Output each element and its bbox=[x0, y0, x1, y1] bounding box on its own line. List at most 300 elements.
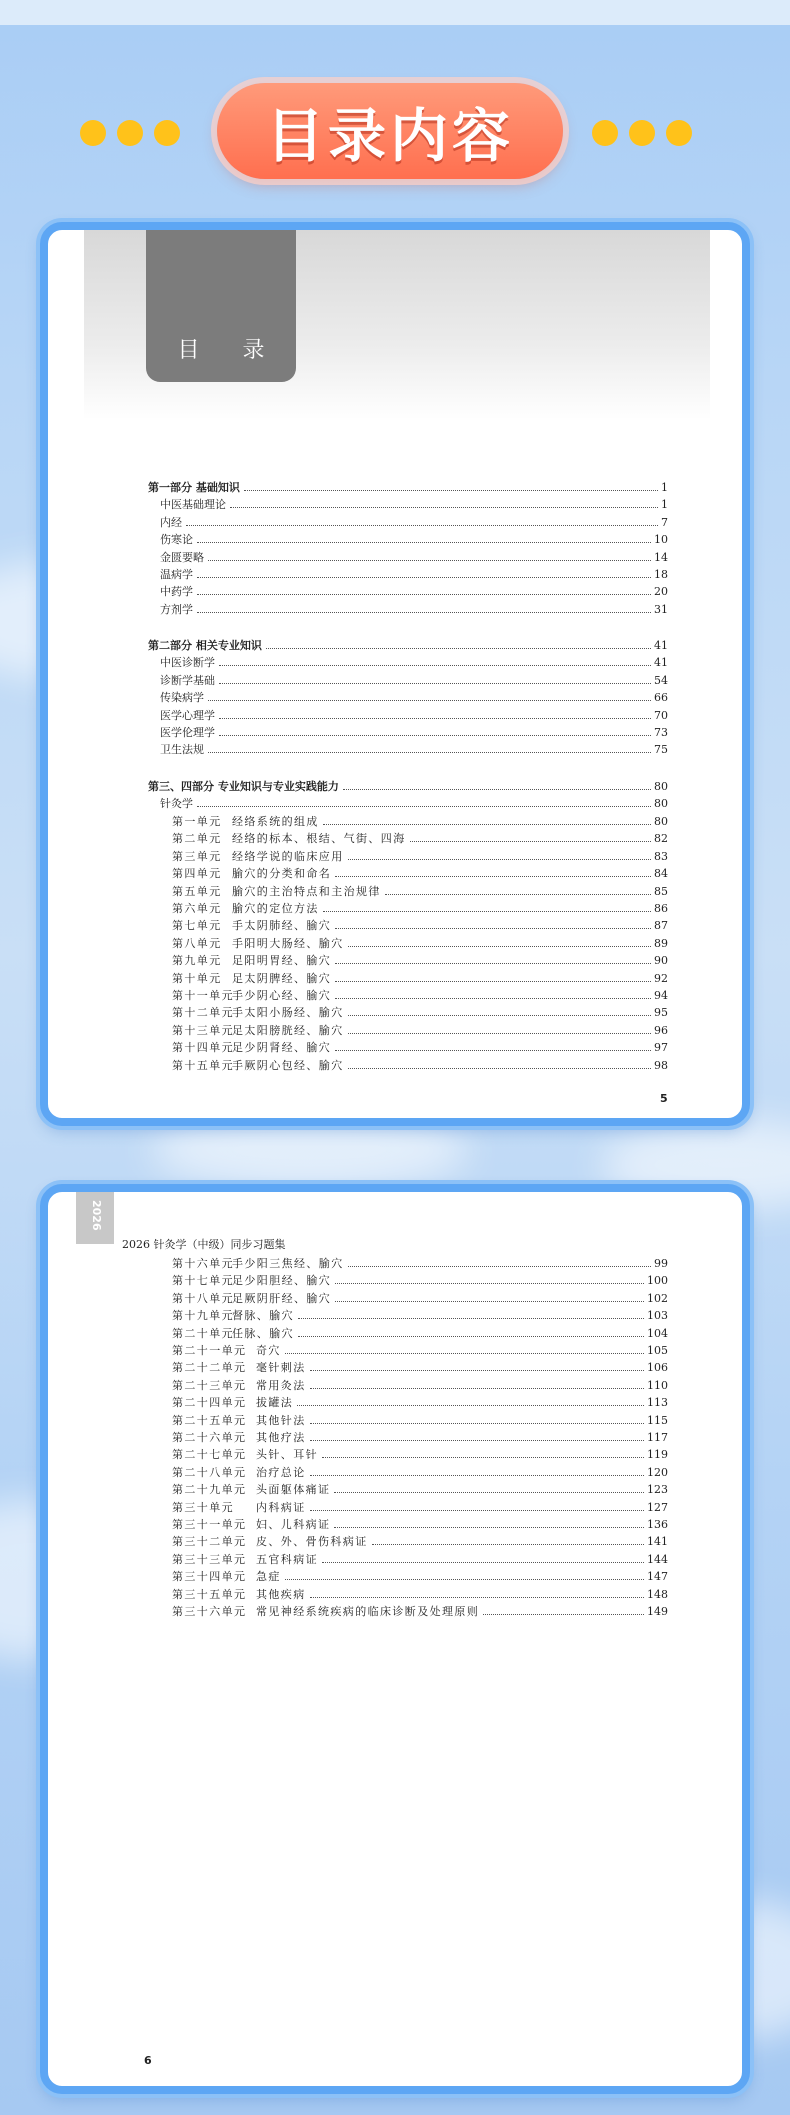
toc-entry-label bbox=[172, 901, 319, 916]
toc-unit bbox=[172, 1341, 668, 1358]
dot-leader bbox=[335, 928, 651, 929]
unit-number: 第三十六单元 bbox=[172, 1605, 247, 1618]
toc-entry-label bbox=[172, 1343, 281, 1358]
toc-unit bbox=[172, 1038, 668, 1055]
dot-leader bbox=[310, 1370, 644, 1371]
toc-entry-page: 7 bbox=[661, 515, 668, 529]
unit-title: 治疗总论 bbox=[256, 1465, 306, 1479]
toc-entry-label bbox=[172, 918, 331, 933]
dot-leader bbox=[335, 1050, 651, 1051]
unit-number: 第七单元 bbox=[172, 919, 222, 933]
unit-number: 第三十一单元 bbox=[172, 1518, 247, 1531]
toc-entry-label bbox=[172, 1604, 479, 1619]
unit-number: 第二十单元 bbox=[172, 1326, 234, 1340]
dot-leader bbox=[310, 1440, 644, 1441]
toc-entry-label bbox=[172, 1430, 306, 1445]
toc-entry-page: 95 bbox=[654, 1006, 668, 1020]
unit-number: 第十一单元 bbox=[172, 988, 234, 1002]
toc-entry-label bbox=[172, 936, 344, 951]
toc-entry-page: 127 bbox=[647, 1500, 668, 1514]
toc-entry-label bbox=[172, 1395, 293, 1410]
dot-leader bbox=[219, 718, 651, 719]
toc-entry-page: 144 bbox=[647, 1552, 668, 1566]
dot-leader bbox=[323, 824, 651, 825]
unit-title: 拔罐法 bbox=[256, 1396, 294, 1410]
toc-unit bbox=[172, 1056, 668, 1073]
toc-subject bbox=[160, 513, 668, 530]
dot-leader bbox=[208, 560, 651, 561]
toc-unit bbox=[172, 1324, 668, 1341]
toc-entry-page: 148 bbox=[647, 1587, 668, 1601]
dot-leader bbox=[297, 1405, 644, 1406]
toc-entry-label bbox=[172, 1360, 306, 1375]
toc-entry-page: 85 bbox=[654, 884, 668, 898]
toc-entry-page: 82 bbox=[654, 832, 668, 846]
dot-leader bbox=[410, 841, 651, 842]
unit-title: 手厥阴心包经、腧穴 bbox=[232, 1058, 344, 1072]
unit-number: 第一单元 bbox=[172, 814, 222, 828]
toc-entry-label bbox=[172, 1587, 306, 1602]
dot-leader bbox=[219, 735, 651, 736]
unit-number: 第十单元 bbox=[172, 971, 222, 985]
unit-number: 第三十四单元 bbox=[172, 1570, 247, 1584]
toc-entry-label: 中医诊断学 bbox=[160, 656, 215, 670]
toc-subject bbox=[160, 671, 668, 688]
toc-entry-label bbox=[172, 866, 331, 881]
unit-number: 第十六单元 bbox=[172, 1257, 234, 1270]
unit-number: 第十四单元 bbox=[172, 1041, 234, 1055]
toc-unit bbox=[172, 1445, 668, 1462]
dot-leader bbox=[334, 1527, 644, 1528]
dot-leader bbox=[197, 612, 651, 613]
toc-entry-page: 84 bbox=[654, 867, 668, 881]
unit-title: 足少阳胆经、腧穴 bbox=[232, 1274, 332, 1288]
unit-number: 第二十九单元 bbox=[172, 1483, 247, 1497]
unit-title: 督脉、腧穴 bbox=[232, 1309, 294, 1323]
dot-leader bbox=[335, 1301, 644, 1302]
dot-leader bbox=[197, 542, 651, 543]
decor-dot bbox=[629, 120, 655, 146]
unit-number: 第八单元 bbox=[172, 936, 222, 950]
toc-unit bbox=[172, 1393, 668, 1410]
toc-entry-label bbox=[172, 1023, 344, 1038]
dot-leader bbox=[372, 1544, 644, 1545]
banner-title-pill bbox=[217, 83, 563, 179]
toc-entry-page: 97 bbox=[654, 1041, 668, 1055]
unit-title: 经络学说的临床应用 bbox=[232, 849, 344, 863]
year-side-tab bbox=[76, 1192, 114, 1244]
toc-heading-tab bbox=[146, 230, 296, 382]
toc-entry-label bbox=[172, 1569, 281, 1584]
toc-subject bbox=[160, 688, 668, 705]
dot-leader bbox=[310, 1388, 644, 1389]
toc-unit bbox=[172, 1515, 668, 1532]
toc-unit bbox=[172, 1550, 668, 1567]
unit-number: 第十二单元 bbox=[172, 1006, 234, 1020]
unit-title: 足太阳膀胱经、腧穴 bbox=[232, 1023, 344, 1037]
toc-entry-label: 卫生法规 bbox=[160, 743, 204, 757]
toc-entry-label: 内经 bbox=[160, 515, 182, 529]
dot-leader bbox=[285, 1353, 644, 1354]
unit-title: 毫针刺法 bbox=[256, 1361, 306, 1375]
unit-number: 第二十三单元 bbox=[172, 1378, 247, 1392]
toc-entry-page: 117 bbox=[647, 1431, 668, 1444]
toc-unit bbox=[172, 1254, 668, 1271]
toc-unit bbox=[172, 1289, 668, 1306]
unit-title: 足阳明胃经、腧穴 bbox=[232, 954, 332, 968]
toc-unit bbox=[172, 1567, 668, 1584]
unit-number: 第十九单元 bbox=[172, 1309, 234, 1323]
dot-leader bbox=[310, 1475, 644, 1476]
toc-entry-label bbox=[172, 1273, 331, 1288]
unit-title: 急症 bbox=[256, 1570, 281, 1584]
toc-entry-page: 70 bbox=[654, 708, 668, 722]
toc-unit bbox=[172, 1532, 668, 1549]
page-header-band bbox=[84, 230, 710, 420]
toc-subject bbox=[160, 794, 668, 811]
dot-leader bbox=[322, 1562, 644, 1563]
unit-title: 头面躯体痛证 bbox=[256, 1483, 331, 1497]
unit-number: 第六单元 bbox=[172, 901, 222, 915]
unit-number: 第二十八单元 bbox=[172, 1465, 247, 1479]
unit-title: 经络的标本、根结、气街、四海 bbox=[232, 832, 406, 846]
toc-entry-label bbox=[172, 1256, 344, 1271]
toc-entry-label bbox=[172, 814, 319, 829]
toc-entry-page: 86 bbox=[654, 901, 668, 915]
toc-entry-page: 141 bbox=[647, 1535, 668, 1549]
toc-unit bbox=[172, 1306, 668, 1323]
toc-unit bbox=[172, 1602, 668, 1619]
toc-entry-label bbox=[172, 988, 331, 1003]
toc-subject bbox=[160, 740, 668, 757]
dot-leader bbox=[348, 1015, 651, 1016]
toc-subject bbox=[160, 706, 668, 723]
toc-entry-page: 149 bbox=[647, 1605, 668, 1618]
dot-leader bbox=[348, 1068, 651, 1069]
unit-title: 头针、耳针 bbox=[256, 1448, 318, 1462]
toc-entry-page: 106 bbox=[647, 1361, 668, 1375]
unit-number: 第二十四单元 bbox=[172, 1396, 247, 1410]
toc-entry-page: 1 bbox=[661, 481, 668, 494]
unit-number: 第十八单元 bbox=[172, 1291, 234, 1305]
toc-entry-label bbox=[172, 1005, 344, 1020]
dot-leader bbox=[335, 963, 651, 964]
toc-unit bbox=[172, 951, 668, 968]
unit-number: 第三十三单元 bbox=[172, 1552, 247, 1566]
dot-leader bbox=[197, 577, 651, 578]
toc-entry-page: 89 bbox=[654, 936, 668, 950]
dot-leader bbox=[197, 594, 651, 595]
unit-title: 足太阴脾经、腧穴 bbox=[232, 971, 332, 985]
dot-leader bbox=[219, 665, 651, 666]
toc-unit bbox=[172, 916, 668, 933]
unit-title: 手少阴心经、腧穴 bbox=[232, 988, 332, 1002]
toc-subject bbox=[160, 495, 668, 512]
toc-entry-page: 14 bbox=[654, 550, 668, 564]
toc-entry-page: 41 bbox=[654, 656, 668, 670]
toc-unit bbox=[172, 1376, 668, 1393]
toc-unit bbox=[172, 986, 668, 1003]
unit-title: 其他疗法 bbox=[256, 1431, 306, 1444]
toc-entry-page: 41 bbox=[654, 639, 668, 652]
unit-number: 第二十五单元 bbox=[172, 1413, 247, 1427]
toc-unit bbox=[172, 812, 668, 829]
dot-leader bbox=[310, 1510, 644, 1511]
unit-title: 腧穴的主治特点和主治规律 bbox=[232, 884, 381, 898]
unit-title: 经络系统的组成 bbox=[232, 814, 319, 828]
toc-unit bbox=[172, 1021, 668, 1038]
dot-leader bbox=[348, 946, 651, 947]
dot-leader bbox=[310, 1423, 644, 1424]
dot-leader bbox=[266, 648, 651, 649]
toc-entry-page: 102 bbox=[647, 1291, 668, 1305]
dot-leader bbox=[298, 1336, 644, 1337]
dot-leader bbox=[197, 806, 651, 807]
dot-leader bbox=[335, 1283, 644, 1284]
toc-unit bbox=[172, 847, 668, 864]
unit-title: 足少阴肾经、腧穴 bbox=[232, 1041, 332, 1055]
dot-leader bbox=[348, 859, 651, 860]
toc-entry-label: 第二部分 相关专业知识 bbox=[148, 639, 262, 652]
toc-entry-page: 90 bbox=[654, 954, 668, 968]
toc-entry-page: 98 bbox=[654, 1058, 668, 1072]
toc-entry-page: 83 bbox=[654, 849, 668, 863]
toc-entry-page: 73 bbox=[654, 726, 668, 739]
unit-number: 第九单元 bbox=[172, 954, 222, 968]
toc-entry-page: 115 bbox=[647, 1413, 668, 1427]
unit-title: 常见神经系统疾病的临床诊断及处理原则 bbox=[256, 1605, 480, 1618]
toc-entry-page: 94 bbox=[654, 988, 668, 1002]
toc-entry-label bbox=[172, 1326, 294, 1341]
toc-entry-page: 75 bbox=[654, 743, 668, 757]
unit-number: 第三十单元 bbox=[172, 1500, 234, 1514]
unit-title: 手太阴肺经、腧穴 bbox=[232, 919, 332, 933]
unit-title: 腧穴的分类和命名 bbox=[232, 867, 332, 881]
unit-title: 其他针法 bbox=[256, 1413, 306, 1427]
decor-dot bbox=[117, 120, 143, 146]
toc-unit bbox=[172, 1003, 668, 1020]
toc-entry-page: 119 bbox=[647, 1448, 668, 1462]
toc-entry-page: 18 bbox=[654, 568, 668, 581]
dot-leader bbox=[335, 998, 651, 999]
dot-leader bbox=[483, 1614, 644, 1615]
unit-number: 第三单元 bbox=[172, 849, 222, 863]
toc-entry-label bbox=[172, 1447, 318, 1462]
toc-entry-page: 100 bbox=[647, 1274, 668, 1288]
toc-unit bbox=[172, 1358, 668, 1375]
dot-leader bbox=[219, 683, 651, 684]
dot-leader bbox=[335, 876, 651, 877]
dot-leader bbox=[348, 1266, 651, 1267]
dot-leader bbox=[186, 525, 658, 526]
toc-entry-page: 96 bbox=[654, 1023, 668, 1037]
toc-entry-page: 147 bbox=[647, 1570, 668, 1584]
decor-dot bbox=[154, 120, 180, 146]
toc-page-1 bbox=[40, 222, 750, 1126]
dot-leader bbox=[285, 1579, 644, 1580]
banner-title: 目录内容 bbox=[265, 102, 514, 170]
dot-leader bbox=[208, 700, 651, 701]
unit-number: 第二十一单元 bbox=[172, 1344, 247, 1357]
toc-subject bbox=[160, 530, 668, 547]
dot-leader bbox=[335, 981, 651, 982]
toc-entry-label bbox=[172, 1040, 331, 1055]
dot-leader bbox=[348, 1033, 651, 1034]
toc-entry-label bbox=[172, 1291, 331, 1306]
unit-number: 第二单元 bbox=[172, 832, 222, 846]
unit-number: 第四单元 bbox=[172, 867, 222, 881]
toc-entry-page: 113 bbox=[647, 1396, 668, 1410]
toc-entry-label bbox=[172, 953, 331, 968]
toc-entry-label bbox=[172, 1378, 306, 1393]
toc-entry-page: 120 bbox=[647, 1465, 668, 1479]
toc-unit bbox=[172, 882, 668, 899]
toc-entry-page: 103 bbox=[647, 1309, 668, 1323]
unit-title: 手太阳小肠经、腧穴 bbox=[232, 1006, 344, 1020]
toc-entry-label bbox=[172, 1500, 306, 1515]
toc-entry-label: 中医基础理论 bbox=[160, 498, 226, 512]
toc-unit bbox=[172, 1480, 668, 1497]
toc-unit bbox=[172, 1428, 668, 1445]
toc-entry-page: 99 bbox=[654, 1257, 668, 1270]
toc-entry-label: 方剂学 bbox=[160, 602, 193, 616]
toc-entry-label: 医学心理学 bbox=[160, 708, 215, 722]
toc-unit bbox=[172, 934, 668, 951]
unit-title: 奇穴 bbox=[256, 1344, 281, 1357]
unit-title: 任脉、腧穴 bbox=[232, 1326, 294, 1340]
toc-entry-label: 第一部分 基础知识 bbox=[148, 481, 240, 494]
page-number: 6 bbox=[144, 2054, 152, 2067]
dot-leader bbox=[385, 894, 651, 895]
unit-title: 内科病证 bbox=[256, 1500, 306, 1514]
unit-title: 常用灸法 bbox=[256, 1378, 306, 1392]
unit-title: 其他疾病 bbox=[256, 1587, 306, 1601]
toc-entry-page: 80 bbox=[654, 797, 668, 811]
unit-number: 第十三单元 bbox=[172, 1023, 234, 1037]
toc-entry-label bbox=[172, 1482, 330, 1497]
toc-entry-label bbox=[172, 1058, 344, 1073]
toc-entry-label: 传染病学 bbox=[160, 691, 204, 705]
toc-subject bbox=[160, 565, 668, 582]
toc-unit bbox=[172, 1271, 668, 1288]
toc-entry-label bbox=[172, 1465, 306, 1480]
toc-entry-label: 诊断学基础 bbox=[160, 673, 215, 687]
toc-entry-label bbox=[172, 1517, 330, 1532]
toc-part-heading bbox=[148, 636, 668, 653]
toc-entry-page: 87 bbox=[654, 919, 668, 933]
unit-title: 足厥阴肝经、腧穴 bbox=[232, 1291, 332, 1305]
toc-entry-label: 伤寒论 bbox=[160, 533, 193, 547]
toc-entry-page: 10 bbox=[654, 533, 668, 547]
dot-leader bbox=[334, 1492, 644, 1493]
unit-number: 第五单元 bbox=[172, 884, 222, 898]
toc-entry-label bbox=[172, 971, 331, 986]
toc-entry-page: 31 bbox=[654, 602, 668, 616]
toc-entry-label bbox=[172, 1413, 306, 1428]
unit-number: 第二十七单元 bbox=[172, 1448, 247, 1462]
toc-entry-page: 105 bbox=[647, 1344, 668, 1357]
toc-subject bbox=[160, 548, 668, 565]
toc-entry-page: 123 bbox=[647, 1483, 668, 1497]
toc-unit bbox=[172, 1585, 668, 1602]
toc-entry-page: 80 bbox=[654, 780, 668, 793]
decor-dot bbox=[666, 120, 692, 146]
toc-entry-page: 66 bbox=[654, 691, 668, 705]
toc-part-heading bbox=[148, 478, 668, 495]
unit-number: 第三十二单元 bbox=[172, 1535, 247, 1549]
toc-entry-label: 中药学 bbox=[160, 585, 193, 599]
toc-entry-page: 104 bbox=[647, 1326, 668, 1340]
toc-unit bbox=[172, 1411, 668, 1428]
toc-entry-label bbox=[172, 831, 406, 846]
dot-leader bbox=[322, 1457, 644, 1458]
toc-unit bbox=[172, 1463, 668, 1480]
dot-leader bbox=[310, 1597, 644, 1598]
decor-dot bbox=[592, 120, 618, 146]
unit-number: 第三十五单元 bbox=[172, 1587, 247, 1601]
toc-entry-page: 136 bbox=[647, 1518, 668, 1531]
toc-subject bbox=[160, 653, 668, 670]
toc-unit bbox=[172, 829, 668, 846]
toc-entry-label: 医学伦理学 bbox=[160, 726, 215, 739]
toc-entry-label bbox=[172, 884, 381, 899]
toc-part-heading bbox=[148, 777, 668, 794]
unit-title: 手少阳三焦经、腧穴 bbox=[232, 1257, 344, 1270]
toc-entry-label: 金匮要略 bbox=[160, 550, 204, 564]
unit-number: 第二十六单元 bbox=[172, 1431, 247, 1444]
dot-leader bbox=[244, 490, 658, 491]
toc-heading: 目 录 bbox=[177, 338, 283, 363]
toc-unit bbox=[172, 864, 668, 881]
toc-subject bbox=[160, 600, 668, 617]
toc-entry-label bbox=[172, 1534, 368, 1549]
dot-leader bbox=[298, 1318, 644, 1319]
toc-subject bbox=[160, 723, 668, 740]
unit-title: 妇、儿科病证 bbox=[256, 1518, 331, 1531]
side-tab-label: 2026 bbox=[90, 1200, 103, 1231]
toc-entry-page: 80 bbox=[654, 814, 668, 828]
toc-entry-page: 54 bbox=[654, 673, 668, 687]
toc-entry-label bbox=[172, 1308, 294, 1323]
dot-leader bbox=[343, 789, 651, 790]
toc-entry-label: 温病学 bbox=[160, 568, 193, 581]
toc-unit bbox=[172, 1498, 668, 1515]
toc-page-2 bbox=[40, 1184, 750, 2094]
unit-title: 五官科病证 bbox=[256, 1552, 318, 1566]
running-head: 2026 针灸学（中级）同步习题集 bbox=[122, 1238, 286, 1251]
toc-entry-page: 1 bbox=[661, 498, 668, 512]
toc-entry-label bbox=[172, 849, 344, 864]
unit-number: 第十五单元 bbox=[172, 1058, 234, 1072]
page-number: 5 bbox=[660, 1092, 668, 1105]
unit-number: 第十七单元 bbox=[172, 1274, 234, 1288]
unit-title: 手阳明大肠经、腧穴 bbox=[232, 936, 344, 950]
dot-leader bbox=[208, 752, 651, 753]
decor-dot bbox=[80, 120, 106, 146]
toc-entry-label: 针灸学 bbox=[160, 797, 193, 811]
toc-unit bbox=[172, 899, 668, 916]
toc-entry-label: 第三、四部分 专业知识与专业实践能力 bbox=[148, 780, 339, 793]
toc-entry-page: 92 bbox=[654, 971, 668, 985]
dot-leader bbox=[230, 507, 658, 508]
toc-unit bbox=[172, 969, 668, 986]
top-strip bbox=[0, 0, 790, 25]
toc-entry-page: 110 bbox=[647, 1378, 668, 1392]
toc-entry-label bbox=[172, 1552, 318, 1567]
dot-leader bbox=[323, 911, 651, 912]
unit-title: 腧穴的定位方法 bbox=[232, 901, 319, 915]
toc-subject bbox=[160, 582, 668, 599]
